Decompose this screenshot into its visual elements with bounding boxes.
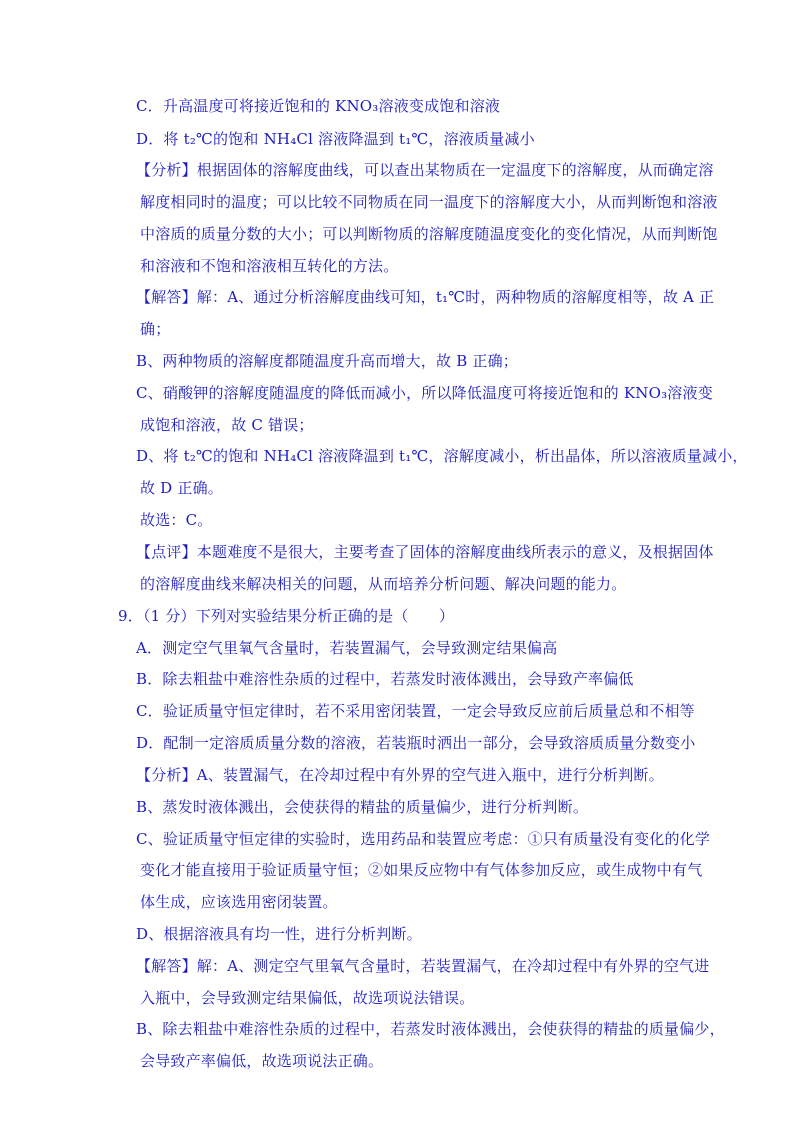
answer-line: 成饱和溶液，故 C 错误； xyxy=(140,416,314,434)
option-c-line: C．验证质量守恒定律时，若不采用密闭装置，一定会导致反应前后质量总和不相等 xyxy=(136,702,695,720)
analysis-line: 变化才能直接用于验证质量守恒；②如果反应物中有气体参加反应，或生成物中有气 xyxy=(140,861,703,879)
option-c-line: C．升高温度可将接近饱和的 KNO₃溶液变成饱和溶液 xyxy=(136,97,501,115)
analysis-line: 【分析】A、装置漏气，在冷却过程中有外界的空气进入瓶中，进行分析判断。 xyxy=(136,766,664,784)
question-title: 9．（1 分）下列对实验结果分析正确的是（ ） xyxy=(118,607,455,625)
option-a-line: A．测定空气里氧气含量时，若装置漏气，会导致测定结果偏高 xyxy=(136,639,558,657)
analysis-line: 和溶液和不饱和溶液相互转化的方法。 xyxy=(140,257,399,275)
comment-line: 【点评】本题难度不是很大，主要考查了固体的溶解度曲线所表示的意义，及根据固体 xyxy=(136,543,714,561)
answer-line: 会导致产率偏低，故选项说法正确。 xyxy=(140,1052,384,1070)
comment-line: 的溶解度曲线来解决相关的问题，从而培养分析问题、解决问题的能力。 xyxy=(140,575,627,593)
choice-line: 故选：C。 xyxy=(140,511,213,529)
analysis-line: C、验证质量守恒定律的实验时，选用药品和装置应考虑：①只有质量没有变化的化学 xyxy=(136,830,711,848)
option-d-line: D．配制一定溶质质量分数的溶液，若装瓶时洒出一部分，会导致溶质质量分数变小 xyxy=(136,734,696,752)
answer-line: D、将 t₂℃的饱和 NH₄Cl 溶液降温到 t₁℃，溶解度减小，析出晶体，所以溶液质量减小， xyxy=(136,447,748,465)
analysis-line: 【分析】根据固体的溶解度曲线，可以查出某物质在一定温度下的溶解度，从而确定溶 xyxy=(136,161,714,179)
answer-line: B、两种物质的溶解度都随温度升高而增大，故 B 正确； xyxy=(136,352,518,370)
answer-line: 故 D 正确。 xyxy=(140,479,223,497)
answer-line: 【解答】解：A、测定空气里氧气含量时，若装置漏气，在冷却过程中有外界的空气进 xyxy=(136,957,710,975)
answer-line: 入瓶中，会导致测定结果偏低，故选项说法错误。 xyxy=(140,989,475,1007)
answer-line: B、除去粗盐中难溶性杂质的过程中，若蒸发时液体溅出，会使获得的精盐的质量偏少， xyxy=(136,1020,725,1038)
answer-line: C、硝酸钾的溶解度随温度的降低而减小，所以降低温度可将接近饱和的 KNO₃溶液变 xyxy=(136,384,713,402)
answer-line: 【解答】解：A、通过分析溶解度曲线可知，t₁℃时，两种物质的溶解度相等，故 A 正 xyxy=(136,288,715,306)
option-b-line: B．除去粗盐中难溶性杂质的过程中，若蒸发时液体溅出，会导致产率偏低 xyxy=(136,670,634,688)
answer-line: 确； xyxy=(140,320,171,338)
analysis-line: B、蒸发时液体溅出，会使获得的精盐的质量偏少，进行分析判断。 xyxy=(136,798,589,816)
analysis-line: 体生成，应该选用密闭装置。 xyxy=(140,893,338,911)
analysis-line: 中溶质的质量分数的大小；可以判断物质的溶解度随温度变化的变化情况，从而判断饱 xyxy=(140,225,718,243)
option-d-line: D．将 t₂℃的饱和 NH₄Cl 溶液降温到 t₁℃，溶液质量减小 xyxy=(136,130,535,148)
analysis-line: 解度相同时的温度；可以比较不同物质在同一温度下的溶解度大小，从而判断饱和溶液 xyxy=(140,193,718,211)
analysis-line: D、根据溶液具有均一性，进行分析判断。 xyxy=(136,925,422,943)
